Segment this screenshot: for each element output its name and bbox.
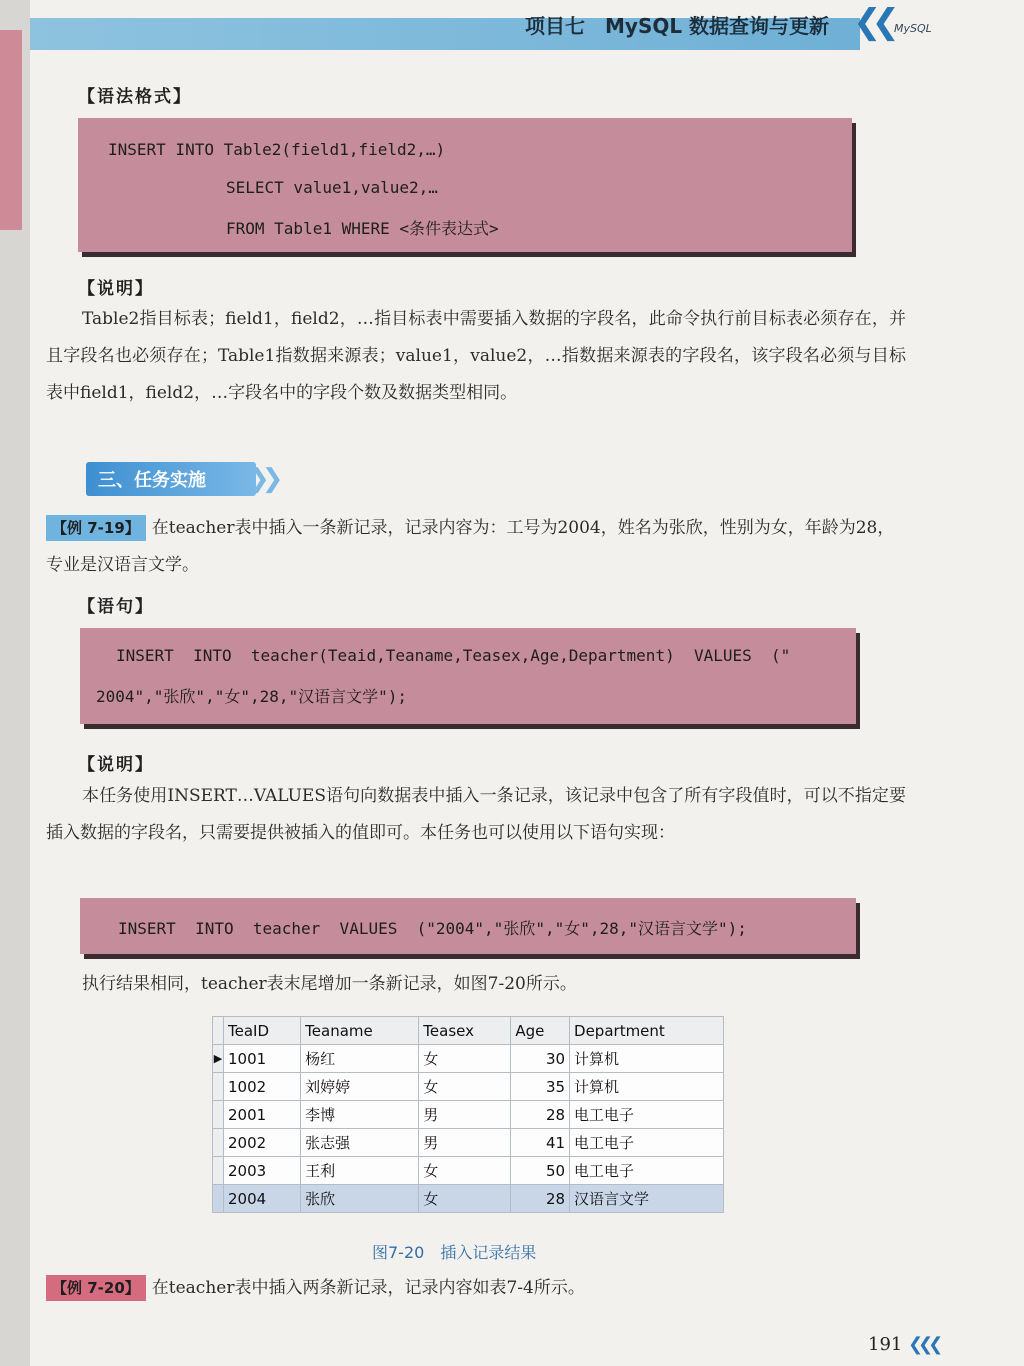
cell: 2003 (224, 1157, 301, 1185)
cell: 汉语言文学 (570, 1185, 724, 1213)
statement-line: 2004","张欣","女",28,"汉语言文学"); (96, 687, 408, 706)
chapter-title: 项目七 MySQL 数据查询与更新 (525, 14, 830, 38)
cell: 李博 (301, 1101, 419, 1129)
cell: 男 (419, 1129, 511, 1157)
cell: 35 (511, 1073, 570, 1101)
row-indicator-header (213, 1017, 224, 1045)
syntax-line: INSERT INTO Table2(field1,field2,…) (108, 140, 446, 159)
cell: 28 (511, 1185, 570, 1213)
previous-page-color-band (0, 30, 22, 230)
column-header: Age (511, 1017, 570, 1045)
cell: 电工电子 (570, 1157, 724, 1185)
section-heading (86, 462, 276, 496)
cell: 电工电子 (570, 1129, 724, 1157)
syntax-code-box (78, 118, 852, 252)
cell: 1002 (224, 1073, 301, 1101)
note-label: 【说明】 (78, 279, 154, 299)
example-19 (46, 510, 906, 584)
cell: 张欣 (301, 1185, 419, 1213)
note-paragraph (46, 301, 906, 412)
page-number (868, 1334, 938, 1355)
column-header: Department (570, 1017, 724, 1045)
row-indicator (213, 1157, 224, 1185)
running-header (30, 0, 1024, 60)
grid-header-row (213, 1017, 724, 1045)
table-row (213, 1101, 724, 1129)
cell: 女 (419, 1073, 511, 1101)
example-text: 在teacher表中插入一条新记录，记录内容为：工号为2004，姓名为张欣，性别为女，年龄为28，专业是汉语言文学。 (46, 518, 895, 575)
row-indicator (213, 1185, 224, 1213)
table-row (213, 1045, 724, 1073)
statement-line: INSERT INTO teacher(Teaid,Teaname,Teasex,Age,Department) VALUES (" (116, 646, 791, 665)
column-header: TeaID (224, 1017, 301, 1045)
chevron-left-icon: ❮❮ (853, 2, 890, 42)
column-header: Teaname (301, 1017, 419, 1045)
note-paragraph (46, 778, 906, 852)
alt-statement-code-box (80, 898, 856, 954)
cell: 杨红 (301, 1045, 419, 1073)
cell: 计算机 (570, 1073, 724, 1101)
statement-label: 【语句】 (78, 597, 154, 617)
chevron-right-icon: ❯❯ (248, 464, 276, 494)
column-header: Teasex (419, 1017, 511, 1045)
result-grid (212, 1016, 724, 1213)
result-text: 执行结果相同，teacher表末尾增加一条新记录，如图7-20所示。 (82, 974, 577, 994)
cell: 男 (419, 1101, 511, 1129)
previous-page-edge (0, 0, 30, 1366)
cell: 30 (511, 1045, 570, 1073)
cell: 电工电子 (570, 1101, 724, 1129)
example-text: 在teacher表中插入两条新记录，记录内容如表7-4所示。 (151, 1278, 585, 1298)
row-indicator (213, 1073, 224, 1101)
note-text: Table2指目标表；field1，field2，…指目标表中需要插入数据的字段名，此命令执行前目标表必须存在，并且字段名也必须存在；Table1指数据来源表；value1，value2，…指数据来源表的字段名，该字段名必须与目标表中field1，field2，…字段名中的字段个数及数据类型相同。 (46, 309, 906, 403)
example-label: 【例 7-20】 (46, 1275, 146, 1301)
cell: 王利 (301, 1157, 419, 1185)
result-paragraph (46, 966, 906, 1003)
cell: 2001 (224, 1101, 301, 1129)
cell: 41 (511, 1129, 570, 1157)
example-20 (46, 1270, 906, 1307)
row-indicator (213, 1101, 224, 1129)
cell: 28 (511, 1101, 570, 1129)
cell: 刘婷婷 (301, 1073, 419, 1101)
cell: 女 (419, 1157, 511, 1185)
current-row-arrow-icon: ▶ (213, 1045, 224, 1073)
syntax-line: FROM Table1 WHERE <条件表达式> (226, 219, 499, 238)
cell: 1001 (224, 1045, 301, 1073)
syntax-label: 【语法格式】 (78, 87, 192, 107)
cell: 50 (511, 1157, 570, 1185)
page-number-text: 191 (868, 1334, 903, 1355)
table-row (213, 1185, 724, 1213)
note-label: 【说明】 (78, 755, 154, 775)
table-row (213, 1157, 724, 1185)
example-label: 【例 7-19】 (46, 515, 146, 541)
cell: 女 (419, 1185, 511, 1213)
row-indicator (213, 1129, 224, 1157)
cell: 2004 (224, 1185, 301, 1213)
statement-code-box (80, 628, 856, 724)
note-text: 本任务使用INSERT…VALUES语句向数据表中插入一条记录，该记录中包含了所有字段值时，可以不指定要插入数据的字段名，只需要提供被插入的值即可。本任务也可以使用以下语句实现： (46, 786, 906, 843)
syntax-line: SELECT value1,value2,… (226, 178, 438, 197)
cell: 计算机 (570, 1045, 724, 1073)
section-title: 三、任务实施 (98, 470, 206, 491)
alt-statement-line: INSERT INTO teacher VALUES ("2004","张欣","女",28,"汉语言文学"); (118, 919, 747, 938)
cell: 女 (419, 1045, 511, 1073)
cell: 张志强 (301, 1129, 419, 1157)
table-row (213, 1129, 724, 1157)
chevron-left-icon: ❮❮❮ (908, 1334, 939, 1355)
mysql-logo: MySQL (894, 22, 932, 35)
figure-caption: 图7-20 插入记录结果 (372, 1243, 537, 1262)
cell: 2002 (224, 1129, 301, 1157)
table-row (213, 1073, 724, 1101)
